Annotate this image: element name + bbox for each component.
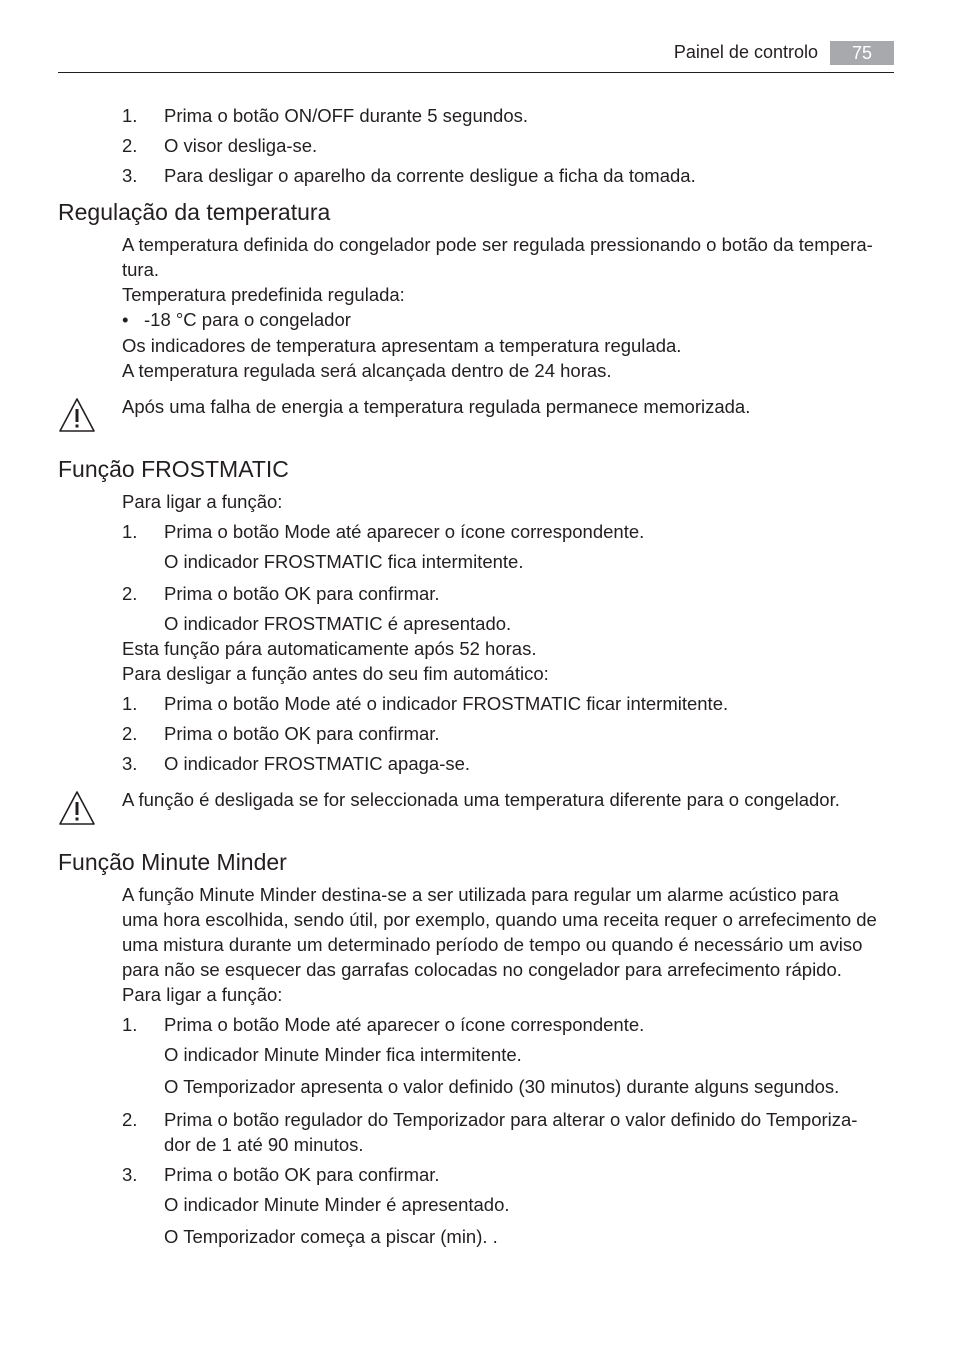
step-note: O Temporizador apresenta o valor definido (30 minutos) durante alguns segundos.: [164, 1076, 840, 1097]
section-title-minute-minder: Função Minute Minder: [58, 849, 287, 875]
list-item: 3. O indicador FROSTMATIC apaga-se.: [122, 753, 471, 774]
step-note: O indicador FROSTMATIC fica intermitente.: [164, 551, 524, 572]
warning-note: Após uma falha de energia a temperatura regulada permanece memorizada.: [58, 395, 894, 437]
paragraph: A temperatura regulada será alcançada dentro de 24 horas.: [122, 360, 612, 381]
page-header: [58, 40, 894, 73]
list-item: 3. Prima o botão OK para confirmar.: [122, 1164, 440, 1185]
paragraph: A temperatura definida do congelador pode ser regulada pressionando o botão da tempera- tura.: [122, 234, 873, 280]
paragraph: Para ligar a função:: [122, 491, 283, 512]
list-item: 1. Prima o botão ON/OFF durante 5 segundos.: [122, 105, 529, 126]
list-item: 1. Prima o botão Mode até aparecer o ícone correspondente.: [122, 1014, 645, 1035]
paragraph: A função Minute Minder destina-se a ser utilizada para regular um alarme acústico para uma hora escolhida, sendo útil, por exemplo, quando uma receita requer o arrefecimento de uma mistura durante um determinado período de tempo ou quando é necessário um aviso para não se esquecer das garrafas colocadas no congelador para arrefecimento rápido.: [122, 884, 877, 980]
step-note: O indicador Minute Minder é apresentado.: [164, 1194, 510, 1215]
list-item: 2. Prima o botão OK para confirmar.: [122, 583, 440, 604]
intro-steps: [58, 104, 894, 188]
paragraph: Para ligar a função:: [122, 984, 283, 1005]
list-item: 1. Prima o botão Mode até o indicador FROSTMATIC ficar intermitente.: [122, 693, 729, 714]
bullet-item: • -18 °C para o congelador: [58, 307, 894, 333]
header-title: Painel de controlo: [673, 42, 818, 62]
paragraph: Os indicadores de temperatura apresentam a temperatura regulada.: [122, 335, 682, 356]
list-item: 2. Prima o botão OK para confirmar.: [122, 723, 440, 744]
warning-note: A função é desligada se for seleccionada uma temperatura diferente para o congelador.: [58, 788, 894, 830]
section-title-temperature: Regulação da temperatura: [58, 199, 331, 225]
frost-off-steps: [58, 692, 894, 776]
page-content: [58, 104, 894, 1257]
step-note: O Temporizador começa a piscar (min). .: [164, 1226, 498, 1247]
minute-steps: [58, 1013, 894, 1037]
paragraph: Temperatura predefinida regulada:: [122, 284, 405, 305]
page-number: 75: [830, 41, 894, 65]
warning-triangle-icon: [58, 790, 96, 826]
bullet-dot-icon: •: [122, 309, 129, 330]
paragraph: Esta função pára automaticamente após 52 horas.: [122, 638, 537, 659]
warning-triangle-icon: [58, 397, 96, 433]
list-item: 2. Prima o botão regulador do Temporizador para alterar o valor definido do Temporiza- dor de 1 até 90 minutos.: [122, 1109, 858, 1155]
step-note: O indicador Minute Minder fica intermitente.: [164, 1044, 522, 1065]
section-title-frostmatic: Função FROSTMATIC: [58, 456, 289, 482]
list-item: 2. O visor desliga-se.: [122, 135, 318, 156]
list-item: 3. Para desligar o aparelho da corrente desligue a ficha da tomada.: [122, 165, 696, 186]
step-note: O indicador FROSTMATIC é apresentado.: [164, 613, 512, 634]
paragraph: Para desligar a função antes do seu fim automático:: [122, 663, 549, 684]
frost-on-steps: [58, 520, 894, 544]
list-item: 1. Prima o botão Mode até aparecer o ícone correspondente.: [122, 521, 645, 542]
